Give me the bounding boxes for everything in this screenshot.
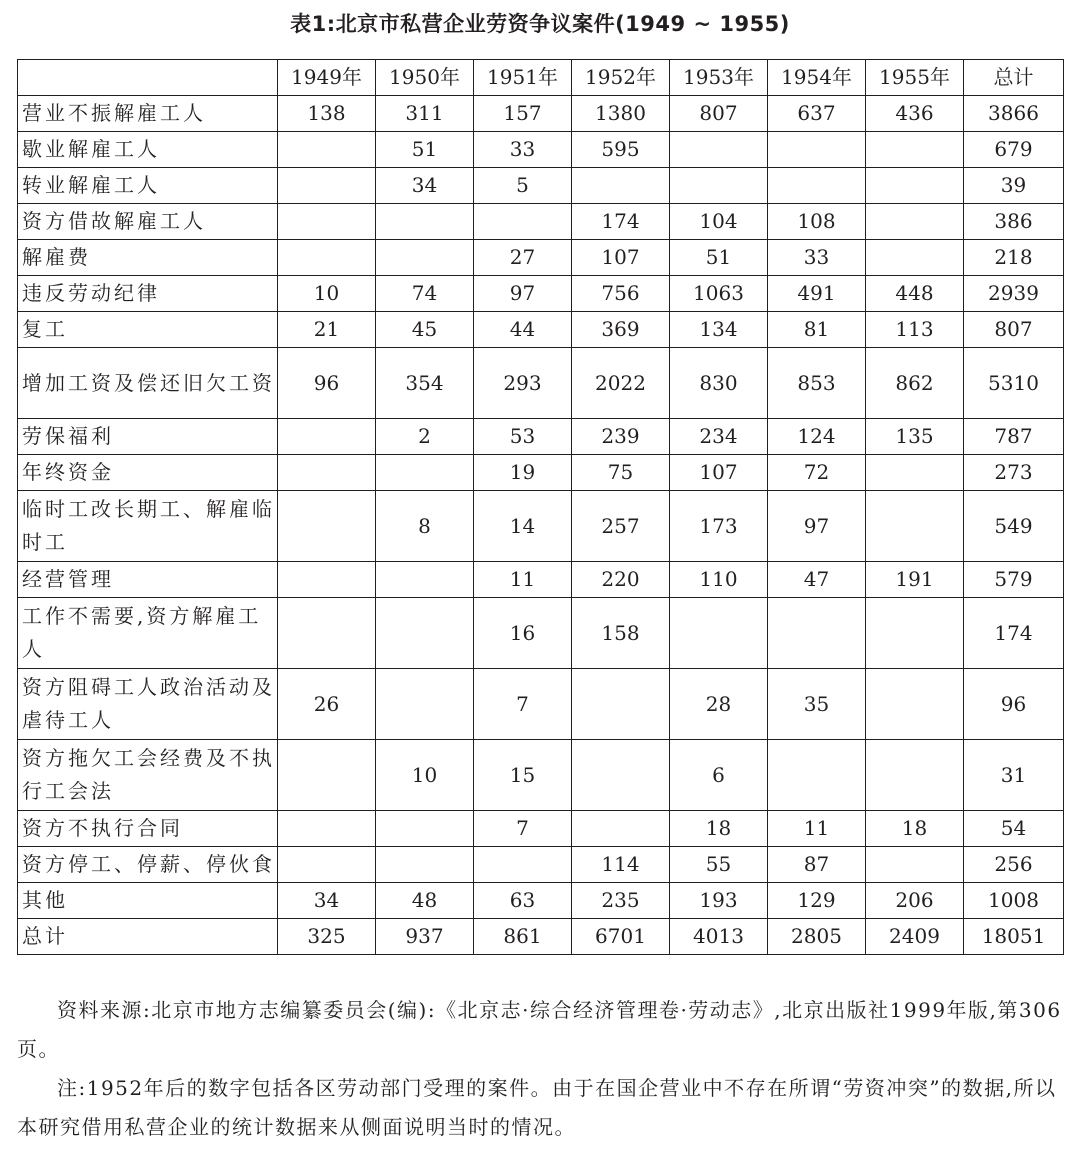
table-cell: 107 — [670, 455, 768, 491]
table-row — [18, 168, 1064, 204]
table-cell — [278, 847, 376, 883]
table-cell: 135 — [866, 419, 964, 455]
notes — [17, 991, 1063, 1147]
table-cell: 830 — [670, 348, 768, 419]
table-cell: 369 — [572, 312, 670, 348]
table-cell: 138 — [278, 96, 376, 132]
table-cell: 114 — [572, 847, 670, 883]
table-cell — [278, 240, 376, 276]
table-cell: 16 — [474, 598, 572, 669]
table-cell: 595 — [572, 132, 670, 168]
table-cell — [376, 240, 474, 276]
table-cell: 311 — [376, 96, 474, 132]
table-cell: 5310 — [964, 348, 1064, 419]
footnote: 注:1952年后的数字包括各区劳动部门受理的案件。由于在国企营业中不存在所谓“劳资冲突”的数据,所以本研究借用私营企业的统计数据来从侧面说明当时的情况。 — [17, 1076, 1057, 1139]
table-cell — [376, 455, 474, 491]
row-label: 资方不执行合同 — [18, 811, 278, 847]
table-row — [18, 919, 1064, 955]
table-cell: 2939 — [964, 276, 1064, 312]
header-cell-1954: 1954年 — [768, 60, 866, 96]
table-cell: 436 — [866, 96, 964, 132]
table-cell — [376, 562, 474, 598]
table-body — [18, 96, 1064, 955]
table-cell: 637 — [768, 96, 866, 132]
table-cell: 19 — [474, 455, 572, 491]
table-cell: 549 — [964, 491, 1064, 562]
table-cell — [768, 168, 866, 204]
table-cell: 861 — [474, 919, 572, 955]
table-cell: 756 — [572, 276, 670, 312]
table-cell: 15 — [474, 740, 572, 811]
row-label: 劳保福利 — [18, 419, 278, 455]
table-cell: 51 — [670, 240, 768, 276]
table-cell: 386 — [964, 204, 1064, 240]
table-cell — [572, 811, 670, 847]
table-cell — [670, 132, 768, 168]
table-cell: 33 — [474, 132, 572, 168]
table-row — [18, 740, 1064, 811]
table-cell: 354 — [376, 348, 474, 419]
table-cell: 206 — [866, 883, 964, 919]
table-cell: 193 — [670, 883, 768, 919]
table-row — [18, 348, 1064, 419]
table-cell: 325 — [278, 919, 376, 955]
row-label: 违反劳动纪律 — [18, 276, 278, 312]
table-cell: 108 — [768, 204, 866, 240]
row-label: 年终资金 — [18, 455, 278, 491]
table-cell — [670, 598, 768, 669]
table-row — [18, 240, 1064, 276]
row-label: 临时工改长期工、解雇临时工 — [18, 491, 278, 562]
header-row — [18, 60, 1064, 96]
table-cell — [376, 847, 474, 883]
table-cell: 18 — [866, 811, 964, 847]
table-row — [18, 883, 1064, 919]
table-cell — [866, 740, 964, 811]
table-cell — [572, 669, 670, 740]
table-cell — [474, 204, 572, 240]
table-cell: 257 — [572, 491, 670, 562]
table-cell: 44 — [474, 312, 572, 348]
table-cell: 235 — [572, 883, 670, 919]
table-cell: 6701 — [572, 919, 670, 955]
table-cell: 26 — [278, 669, 376, 740]
table-cell: 113 — [866, 312, 964, 348]
table-cell: 21 — [278, 312, 376, 348]
table-cell: 72 — [768, 455, 866, 491]
table-cell: 256 — [964, 847, 1064, 883]
table-cell: 96 — [964, 669, 1064, 740]
table-row — [18, 847, 1064, 883]
table-cell: 1380 — [572, 96, 670, 132]
table-cell: 45 — [376, 312, 474, 348]
table-row — [18, 562, 1064, 598]
row-label: 资方停工、停薪、停伙食 — [18, 847, 278, 883]
row-label: 转业解雇工人 — [18, 168, 278, 204]
table-cell: 1008 — [964, 883, 1064, 919]
row-label: 资方拖欠工会经费及不执行工会法 — [18, 740, 278, 811]
table-cell — [278, 455, 376, 491]
table-cell: 3866 — [964, 96, 1064, 132]
table-cell — [376, 598, 474, 669]
row-label: 营业不振解雇工人 — [18, 96, 278, 132]
table-cell: 10 — [278, 276, 376, 312]
table-cell: 491 — [768, 276, 866, 312]
table-row — [18, 455, 1064, 491]
table-cell: 293 — [474, 348, 572, 419]
table-cell: 27 — [474, 240, 572, 276]
table-cell — [278, 562, 376, 598]
table-cell — [278, 419, 376, 455]
table-cell: 862 — [866, 348, 964, 419]
table-cell: 51 — [376, 132, 474, 168]
table-cell: 10 — [376, 740, 474, 811]
table-cell — [866, 168, 964, 204]
table-row — [18, 811, 1064, 847]
table-cell: 853 — [768, 348, 866, 419]
table-cell — [278, 491, 376, 562]
table-cell: 158 — [572, 598, 670, 669]
header-cell-1953: 1953年 — [670, 60, 768, 96]
table-cell: 75 — [572, 455, 670, 491]
table-cell: 11 — [474, 562, 572, 598]
table-cell — [474, 847, 572, 883]
header-cell-1950: 1950年 — [376, 60, 474, 96]
table-cell — [278, 811, 376, 847]
table-cell — [866, 491, 964, 562]
table-cell: 53 — [474, 419, 572, 455]
table-cell: 34 — [376, 168, 474, 204]
row-label: 工作不需要,资方解雇工人 — [18, 598, 278, 669]
table-cell: 2022 — [572, 348, 670, 419]
row-label: 其他 — [18, 883, 278, 919]
table-cell: 35 — [768, 669, 866, 740]
row-label: 增加工资及偿还旧欠工资 — [18, 348, 278, 419]
table-cell: 157 — [474, 96, 572, 132]
source-note: 资料来源:北京市地方志编纂委员会(编):《北京志·综合经济管理卷·劳动志》,北京出版社1999年版,第306页。 — [17, 998, 1062, 1061]
table-cell: 110 — [670, 562, 768, 598]
table-cell: 48 — [376, 883, 474, 919]
table-cell: 191 — [866, 562, 964, 598]
table-cell: 7 — [474, 669, 572, 740]
table-cell — [768, 740, 866, 811]
table-row — [18, 419, 1064, 455]
table-cell: 8 — [376, 491, 474, 562]
table-row — [18, 132, 1064, 168]
table-cell — [278, 204, 376, 240]
table-cell: 33 — [768, 240, 866, 276]
table-cell — [866, 132, 964, 168]
table-cell: 937 — [376, 919, 474, 955]
table-cell: 807 — [670, 96, 768, 132]
table-cell: 7 — [474, 811, 572, 847]
table-cell: 18 — [670, 811, 768, 847]
table-cell: 129 — [768, 883, 866, 919]
table-cell — [866, 455, 964, 491]
table-cell: 104 — [670, 204, 768, 240]
table-cell: 174 — [964, 598, 1064, 669]
table-cell — [572, 740, 670, 811]
table-cell — [866, 669, 964, 740]
header-cell-1952: 1952年 — [572, 60, 670, 96]
table-cell: 5 — [474, 168, 572, 204]
table-cell: 807 — [964, 312, 1064, 348]
table-cell: 97 — [474, 276, 572, 312]
header-cell-corner — [18, 60, 278, 96]
labor-dispute-table — [17, 59, 1064, 955]
table-cell: 173 — [670, 491, 768, 562]
table-cell: 28 — [670, 669, 768, 740]
table-cell: 239 — [572, 419, 670, 455]
table-cell — [376, 669, 474, 740]
header-cell-total: 总计 — [964, 60, 1064, 96]
table-cell — [572, 168, 670, 204]
table-cell — [866, 240, 964, 276]
table-cell: 273 — [964, 455, 1064, 491]
table-cell: 2 — [376, 419, 474, 455]
table-cell: 218 — [964, 240, 1064, 276]
table-row — [18, 491, 1064, 562]
row-label: 总计 — [18, 919, 278, 955]
table-cell — [278, 168, 376, 204]
table-cell: 55 — [670, 847, 768, 883]
table-cell: 18051 — [964, 919, 1064, 955]
header-cell-1949: 1949年 — [278, 60, 376, 96]
table-cell: 34 — [278, 883, 376, 919]
table-cell — [278, 740, 376, 811]
table-cell: 63 — [474, 883, 572, 919]
table-cell: 2805 — [768, 919, 866, 955]
table-cell — [278, 598, 376, 669]
table-cell: 579 — [964, 562, 1064, 598]
table-cell — [376, 811, 474, 847]
table-cell: 47 — [768, 562, 866, 598]
table-cell — [768, 598, 866, 669]
header-cell-1951: 1951年 — [474, 60, 572, 96]
row-label: 歇业解雇工人 — [18, 132, 278, 168]
header-cell-1955: 1955年 — [866, 60, 964, 96]
table-row — [18, 669, 1064, 740]
table-row — [18, 204, 1064, 240]
table-row — [18, 276, 1064, 312]
table-cell: 87 — [768, 847, 866, 883]
table-cell: 11 — [768, 811, 866, 847]
table-cell — [866, 598, 964, 669]
table-cell: 787 — [964, 419, 1064, 455]
table-row — [18, 312, 1064, 348]
table-cell: 107 — [572, 240, 670, 276]
table-cell: 96 — [278, 348, 376, 419]
table-cell: 234 — [670, 419, 768, 455]
table-row — [18, 598, 1064, 669]
table-title: 表1:北京市私营企业劳资争议案件(1949 ~ 1955) — [290, 12, 790, 36]
row-label: 解雇费 — [18, 240, 278, 276]
table-cell: 134 — [670, 312, 768, 348]
table-cell: 31 — [964, 740, 1064, 811]
table-cell — [866, 847, 964, 883]
table-cell: 14 — [474, 491, 572, 562]
row-label: 复工 — [18, 312, 278, 348]
table-cell: 448 — [866, 276, 964, 312]
table-cell: 6 — [670, 740, 768, 811]
table-cell: 679 — [964, 132, 1064, 168]
table-cell: 174 — [572, 204, 670, 240]
table-cell: 4013 — [670, 919, 768, 955]
table-cell — [278, 132, 376, 168]
table-cell: 39 — [964, 168, 1064, 204]
table-cell: 54 — [964, 811, 1064, 847]
row-label: 经营管理 — [18, 562, 278, 598]
table-cell — [866, 204, 964, 240]
table-cell: 74 — [376, 276, 474, 312]
row-label: 资方阻碍工人政治活动及虐待工人 — [18, 669, 278, 740]
row-label: 资方借故解雇工人 — [18, 204, 278, 240]
table-cell: 1063 — [670, 276, 768, 312]
table-cell: 81 — [768, 312, 866, 348]
table-cell — [376, 204, 474, 240]
table-cell: 2409 — [866, 919, 964, 955]
table-cell: 220 — [572, 562, 670, 598]
table-cell: 97 — [768, 491, 866, 562]
table-cell: 124 — [768, 419, 866, 455]
table-cell — [768, 132, 866, 168]
table-cell — [670, 168, 768, 204]
table-row — [18, 96, 1064, 132]
